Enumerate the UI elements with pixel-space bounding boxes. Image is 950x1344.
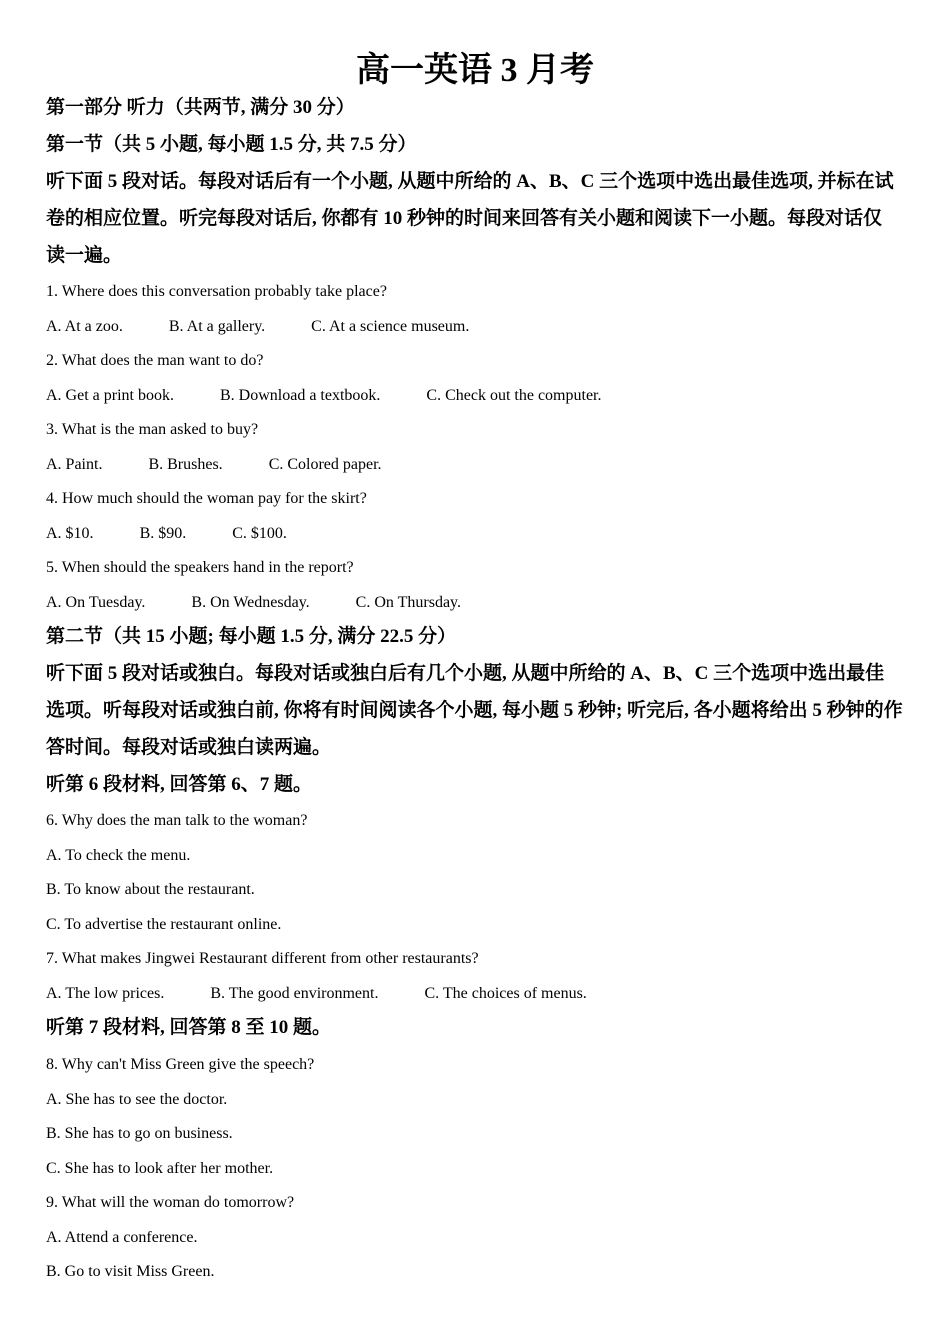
section2-heading: 第二节（共 15 小题; 每小题 1.5 分, 满分 22.5 分） xyxy=(46,626,457,647)
material-7-heading: 听第 7 段材料, 回答第 8 至 10 题。 xyxy=(46,1017,332,1038)
question-4-option-b: B. $90. xyxy=(139,525,187,542)
question-1-stem: 1. Where does this conversation probably take place? xyxy=(46,283,387,300)
question-8-option-c: C. She has to look after her mother. xyxy=(46,1160,274,1177)
question-9-option-b: B. Go to visit Miss Green. xyxy=(46,1263,215,1280)
question-6-stem: 6. Why does the man talk to the woman? xyxy=(46,812,308,829)
question-2-options xyxy=(46,386,601,406)
question-5-stem: 5. When should the speakers hand in the report? xyxy=(46,559,354,576)
question-4-options xyxy=(46,524,287,544)
question-4-option-a: A. $10. xyxy=(46,525,94,542)
section1-instructions-line-2: 卷的相应位置。听完每段对话后, 你都有 10 秒钟的时间来回答有关小题和阅读下一小题。每段对话仅 xyxy=(46,208,883,229)
question-7-option-c: C. The choices of menus. xyxy=(424,985,587,1002)
question-7-options xyxy=(46,984,587,1004)
question-3-options xyxy=(46,455,382,475)
section1-instructions-line-1: 听下面 5 段对话。每段对话后有一个小题, 从题中所给的 A、B、C 三个选项中选出最佳选项, 并标在试 xyxy=(46,171,894,192)
question-8-stem: 8. Why can't Miss Green give the speech? xyxy=(46,1056,315,1073)
question-1-option-a: A. At a zoo. xyxy=(46,318,123,335)
material-6-heading: 听第 6 段材料, 回答第 6、7 题。 xyxy=(46,774,313,795)
question-3-option-b: B. Brushes. xyxy=(148,456,223,473)
question-2-option-a: A. Get a print book. xyxy=(46,387,174,404)
question-6-option-a: A. To check the menu. xyxy=(46,847,191,864)
question-4-stem: 4. How much should the woman pay for the skirt? xyxy=(46,490,367,507)
section2-instructions-line-2: 选项。听每段对话或独白前, 你将有时间阅读各个小题, 每小题 5 秒钟; 听完后, 各小题将给出 5 秒钟的作 xyxy=(46,700,903,721)
question-5-options xyxy=(46,593,461,613)
question-8-option-b: B. She has to go on business. xyxy=(46,1125,233,1142)
question-6-option-c: C. To advertise the restaurant online. xyxy=(46,916,282,933)
question-9-option-a: A. Attend a conference. xyxy=(46,1229,198,1246)
question-5-option-a: A. On Tuesday. xyxy=(46,594,146,611)
part1-heading: 第一部分 听力（共两节, 满分 30 分） xyxy=(46,97,355,118)
question-7-stem: 7. What makes Jingwei Restaurant different from other restaurants? xyxy=(46,950,479,967)
question-4-option-c: C. $100. xyxy=(232,525,287,542)
question-7-option-a: A. The low prices. xyxy=(46,985,165,1002)
question-7-option-b: B. The good environment. xyxy=(210,985,379,1002)
question-5-option-c: C. On Thursday. xyxy=(355,594,461,611)
section2-instructions-line-1: 听下面 5 段对话或独白。每段对话或独白后有几个小题, 从题中所给的 A、B、C 三个选项中选出最佳 xyxy=(46,663,885,684)
question-2-stem: 2. What does the man want to do? xyxy=(46,352,264,369)
question-2-option-c: C. Check out the computer. xyxy=(426,387,602,404)
question-2-option-b: B. Download a textbook. xyxy=(219,387,381,404)
section2-instructions-line-3: 答时间。每段对话或独白读两遍。 xyxy=(46,737,332,758)
question-3-option-a: A. Paint. xyxy=(46,456,103,473)
question-1-options xyxy=(46,317,469,337)
question-5-option-b: B. On Wednesday. xyxy=(191,594,310,611)
section1-heading: 第一节（共 5 小题, 每小题 1.5 分, 共 7.5 分） xyxy=(46,134,417,155)
section1-instructions-line-3: 读一遍。 xyxy=(46,245,123,266)
question-3-stem: 3. What is the man asked to buy? xyxy=(46,421,259,438)
question-1-option-b: B. At a gallery. xyxy=(168,318,266,335)
question-6-option-b: B. To know about the restaurant. xyxy=(46,881,255,898)
question-1-option-c: C. At a science museum. xyxy=(311,318,470,335)
question-9-stem: 9. What will the woman do tomorrow? xyxy=(46,1194,295,1211)
question-8-option-a: A. She has to see the doctor. xyxy=(46,1091,228,1108)
question-3-option-c: C. Colored paper. xyxy=(268,456,382,473)
page-title: 高一英语 3 月考 xyxy=(356,52,594,89)
